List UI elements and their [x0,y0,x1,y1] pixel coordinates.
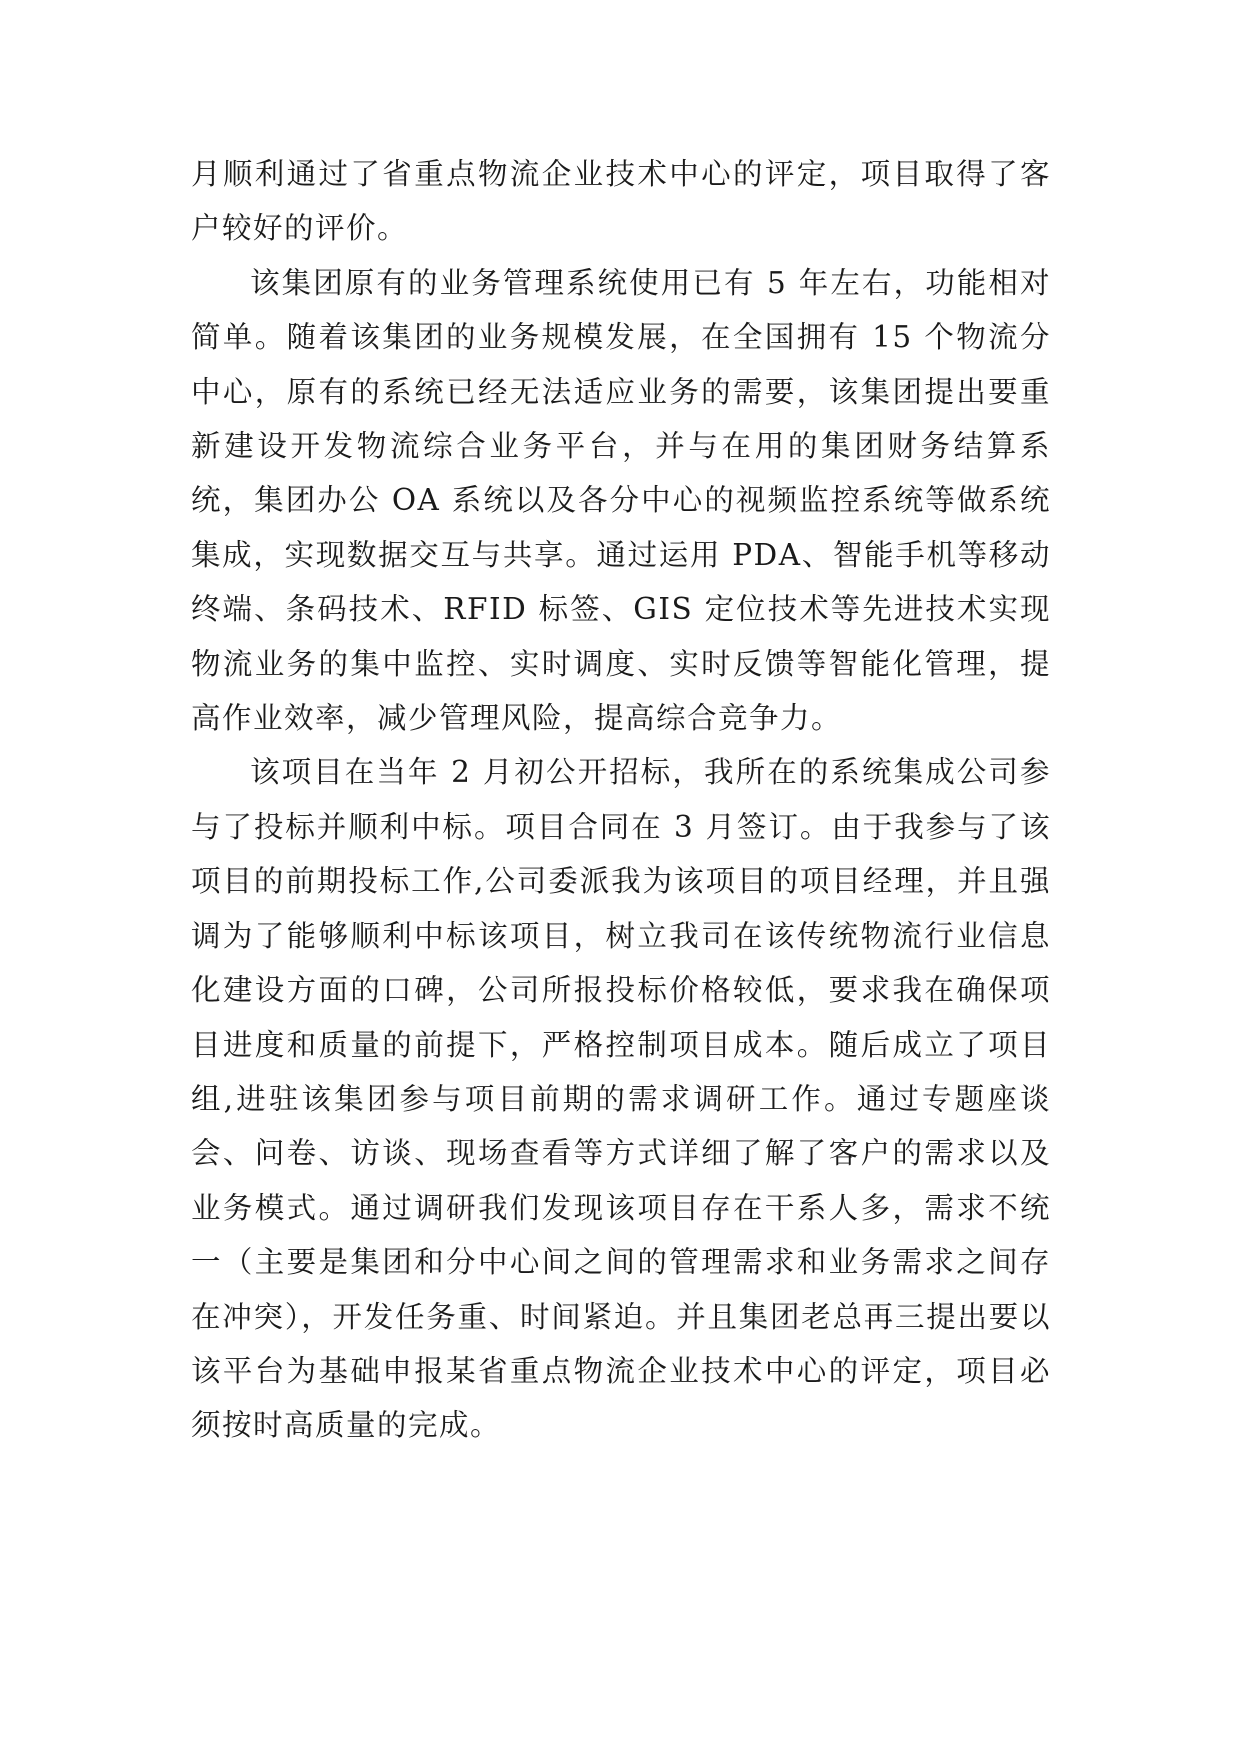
document-body [191,147,1051,1453]
paragraph-2: 该集团原有的业务管理系统使用已有 5 年左右，功能相对简单。随着该集团的业务规模发展，在全国拥有 15 个物流分中心，原有的系统已经无法适应业务的需要，该集团提出要重新建设开发物流综合业务平台，并与在用的集团财务结算系统，集团办公 OA 系统以及各分中心的视频监控系统等做系统集成，实现数据交互与共享。通过运用 PDA、智能手机等移动终端、条码技术、RFID 标签、GIS 定位技术等先进技术实现物流业务的集中监控、实时调度、实时反馈等智能化管理，提高作业效率，减少管理风险，提高综合竞争力。 [191,265,1051,736]
paragraph-1: 月顺利通过了省重点物流企业技术中心的评定，项目取得了客户较好的评价。 [191,157,1051,246]
paragraph-3: 该项目在当年 2 月初公开招标，我所在的系统集成公司参与了投标并顺利中标。项目合同在 3 月签订。由于我参与了该项目的前期投标工作,公司委派我为该项目的项目经理，并且强调为了能够顺利中标该项目，树立我司在该传统物流行业信息化建设方面的口碑，公司所报投标价格较低，要求我在确保项目进度和质量的前提下，严格控制项目成本。随后成立了项目组,进驻该集团参与项目前期的需求调研工作。通过专题座谈会、问卷、访谈、现场查看等方式详细了解了客户的需求以及业务模式。通过调研我们发现该项目存在干系人多，需求不统一（主要是集团和分中心间之间的管理需求和业务需求之间存在冲突），开发任务重、时间紧迫。并且集团老总再三提出要以该平台为基础申报某省重点物流企业技术中心的评定，项目必须按时高质量的完成。 [191,755,1051,1443]
